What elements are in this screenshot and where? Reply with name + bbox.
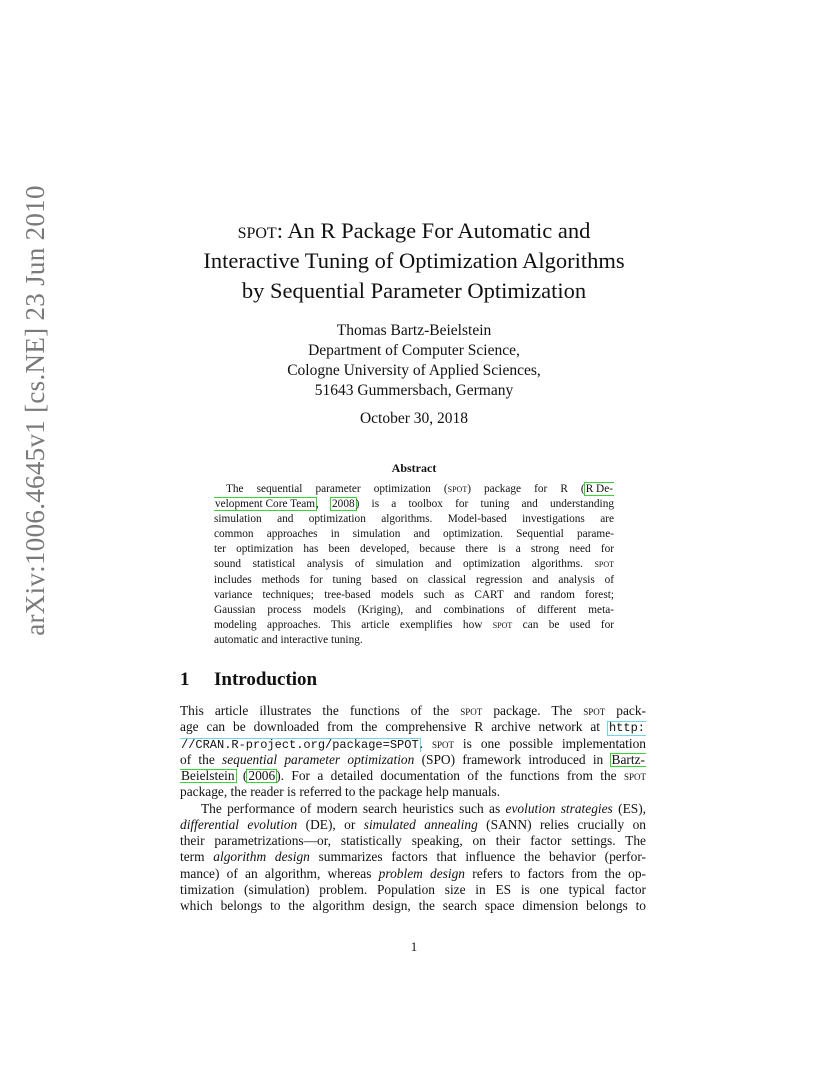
body-line: differential evolution (DE), or simulated annealing (SANN) relies crucially on: [180, 816, 646, 832]
abstract-line: variance techniques; tree-based models such as CART and random forest;: [214, 588, 614, 601]
abstract-line: sound statistical analysis of simulation and optimization algorithms. spot: [214, 558, 614, 571]
abstract-line: simulation and optimization algorithms. Model-based investigations are: [214, 513, 614, 526]
abstract-line: ter optimization has been developed, because there is a strong need for: [214, 543, 614, 556]
title-line-2: Interactive Tuning of Optimization Algorithms: [203, 248, 625, 273]
page-number: 1: [410, 939, 418, 954]
author-department: Department of Computer Science,: [308, 342, 520, 359]
author-name: Thomas Bartz-Beielstein: [336, 322, 492, 339]
citation-link[interactable]: Beielstein: [181, 768, 235, 783]
cran-url-link[interactable]: http:: [608, 721, 645, 736]
citation-link[interactable]: R De-: [585, 483, 613, 495]
body-line: which belongs to the algorithm design, the search space dimension belongs to: [180, 898, 646, 913]
body-line: Beielstein (2006). For a detailed documentation of the functions from the spot: [181, 768, 646, 783]
body-line: package, the reader is referred to the package help manuals.: [180, 784, 501, 800]
body-line: //CRAN.R-project.org/package=SPOT. spot is one possible implementation: [181, 735, 646, 752]
body-line: The performance of modern search heuristics such as evolution strategies (ES),: [201, 800, 646, 816]
arxiv-sidebar-stamp[interactable]: [0, 60, 70, 760]
abstract-line: common approaches in simulation and optimization. Sequential parame-: [214, 528, 614, 541]
author-address: 51643 Gummersbach, Germany: [314, 382, 514, 399]
body-line: timization (simulation) problem. Population size in ES is one typical factor: [180, 881, 646, 897]
title-line-3: by Sequential Parameter Optimization: [241, 278, 587, 303]
title-spot: spot: [237, 218, 277, 243]
abstract-line: modeling approaches. This article exemplifies how spot can be used for: [214, 618, 614, 631]
arxiv-id-text: arXiv:1006.4645v1 [cs.NE] 23 Jun 2010: [19, 184, 50, 636]
citation-year-link[interactable]: 2006: [248, 768, 276, 783]
abstract-line: Gaussian process models (Kriging), and combinations of different meta-: [214, 603, 614, 616]
citation-link[interactable]: Bartz-: [611, 751, 645, 767]
body-line: age can be downloaded from the comprehensive R archive network at http:: [180, 719, 645, 736]
section-number: 1: [180, 669, 190, 690]
abstract-line: automatic and interactive tuning.: [214, 633, 363, 646]
abstract-body: [214, 482, 614, 648]
abstract-line: The sequential parameter optimization (spot) package for R (R De-: [226, 483, 613, 495]
section-title: Introduction: [214, 669, 318, 690]
cran-url-link[interactable]: //CRAN.R-project.org/package=SPOT: [181, 737, 419, 752]
citation-year-link[interactable]: 2008: [332, 498, 355, 511]
abstract-line: velopment Core Team, 2008) is a toolbox for tuning and understanding: [215, 498, 614, 511]
section-heading-introduction: [180, 669, 648, 691]
title-line-1-rest: : An R Package For Automatic and: [276, 218, 591, 243]
author-block: [200, 321, 628, 401]
body-line: of the sequential parameter optimization (SPO) framework introduced in Bartz-: [180, 751, 645, 767]
abstract-line: includes methods for tuning based on classical regression and analysis of: [214, 573, 614, 586]
paper-title: [150, 216, 678, 306]
body-line: This article illustrates the functions of the spot package. The spot pack-: [180, 703, 646, 718]
body-line: their parametrizations—or, statistically speaking, on their factor settings. The: [180, 833, 646, 848]
citation-link[interactable]: velopment Core Team: [215, 498, 316, 511]
introduction-body: [180, 703, 646, 914]
abstract-heading: Abstract: [391, 461, 437, 475]
body-line: mance) of an algorithm, whereas problem design refers to factors from the op-: [180, 865, 646, 881]
paper-date: October 30, 2018: [359, 410, 469, 427]
title-line-1: [150, 216, 678, 246]
author-university: Cologne University of Applied Sciences,: [287, 362, 541, 379]
body-line: term algorithm design summarizes factors that influence the behavior (perfor-: [180, 849, 646, 865]
